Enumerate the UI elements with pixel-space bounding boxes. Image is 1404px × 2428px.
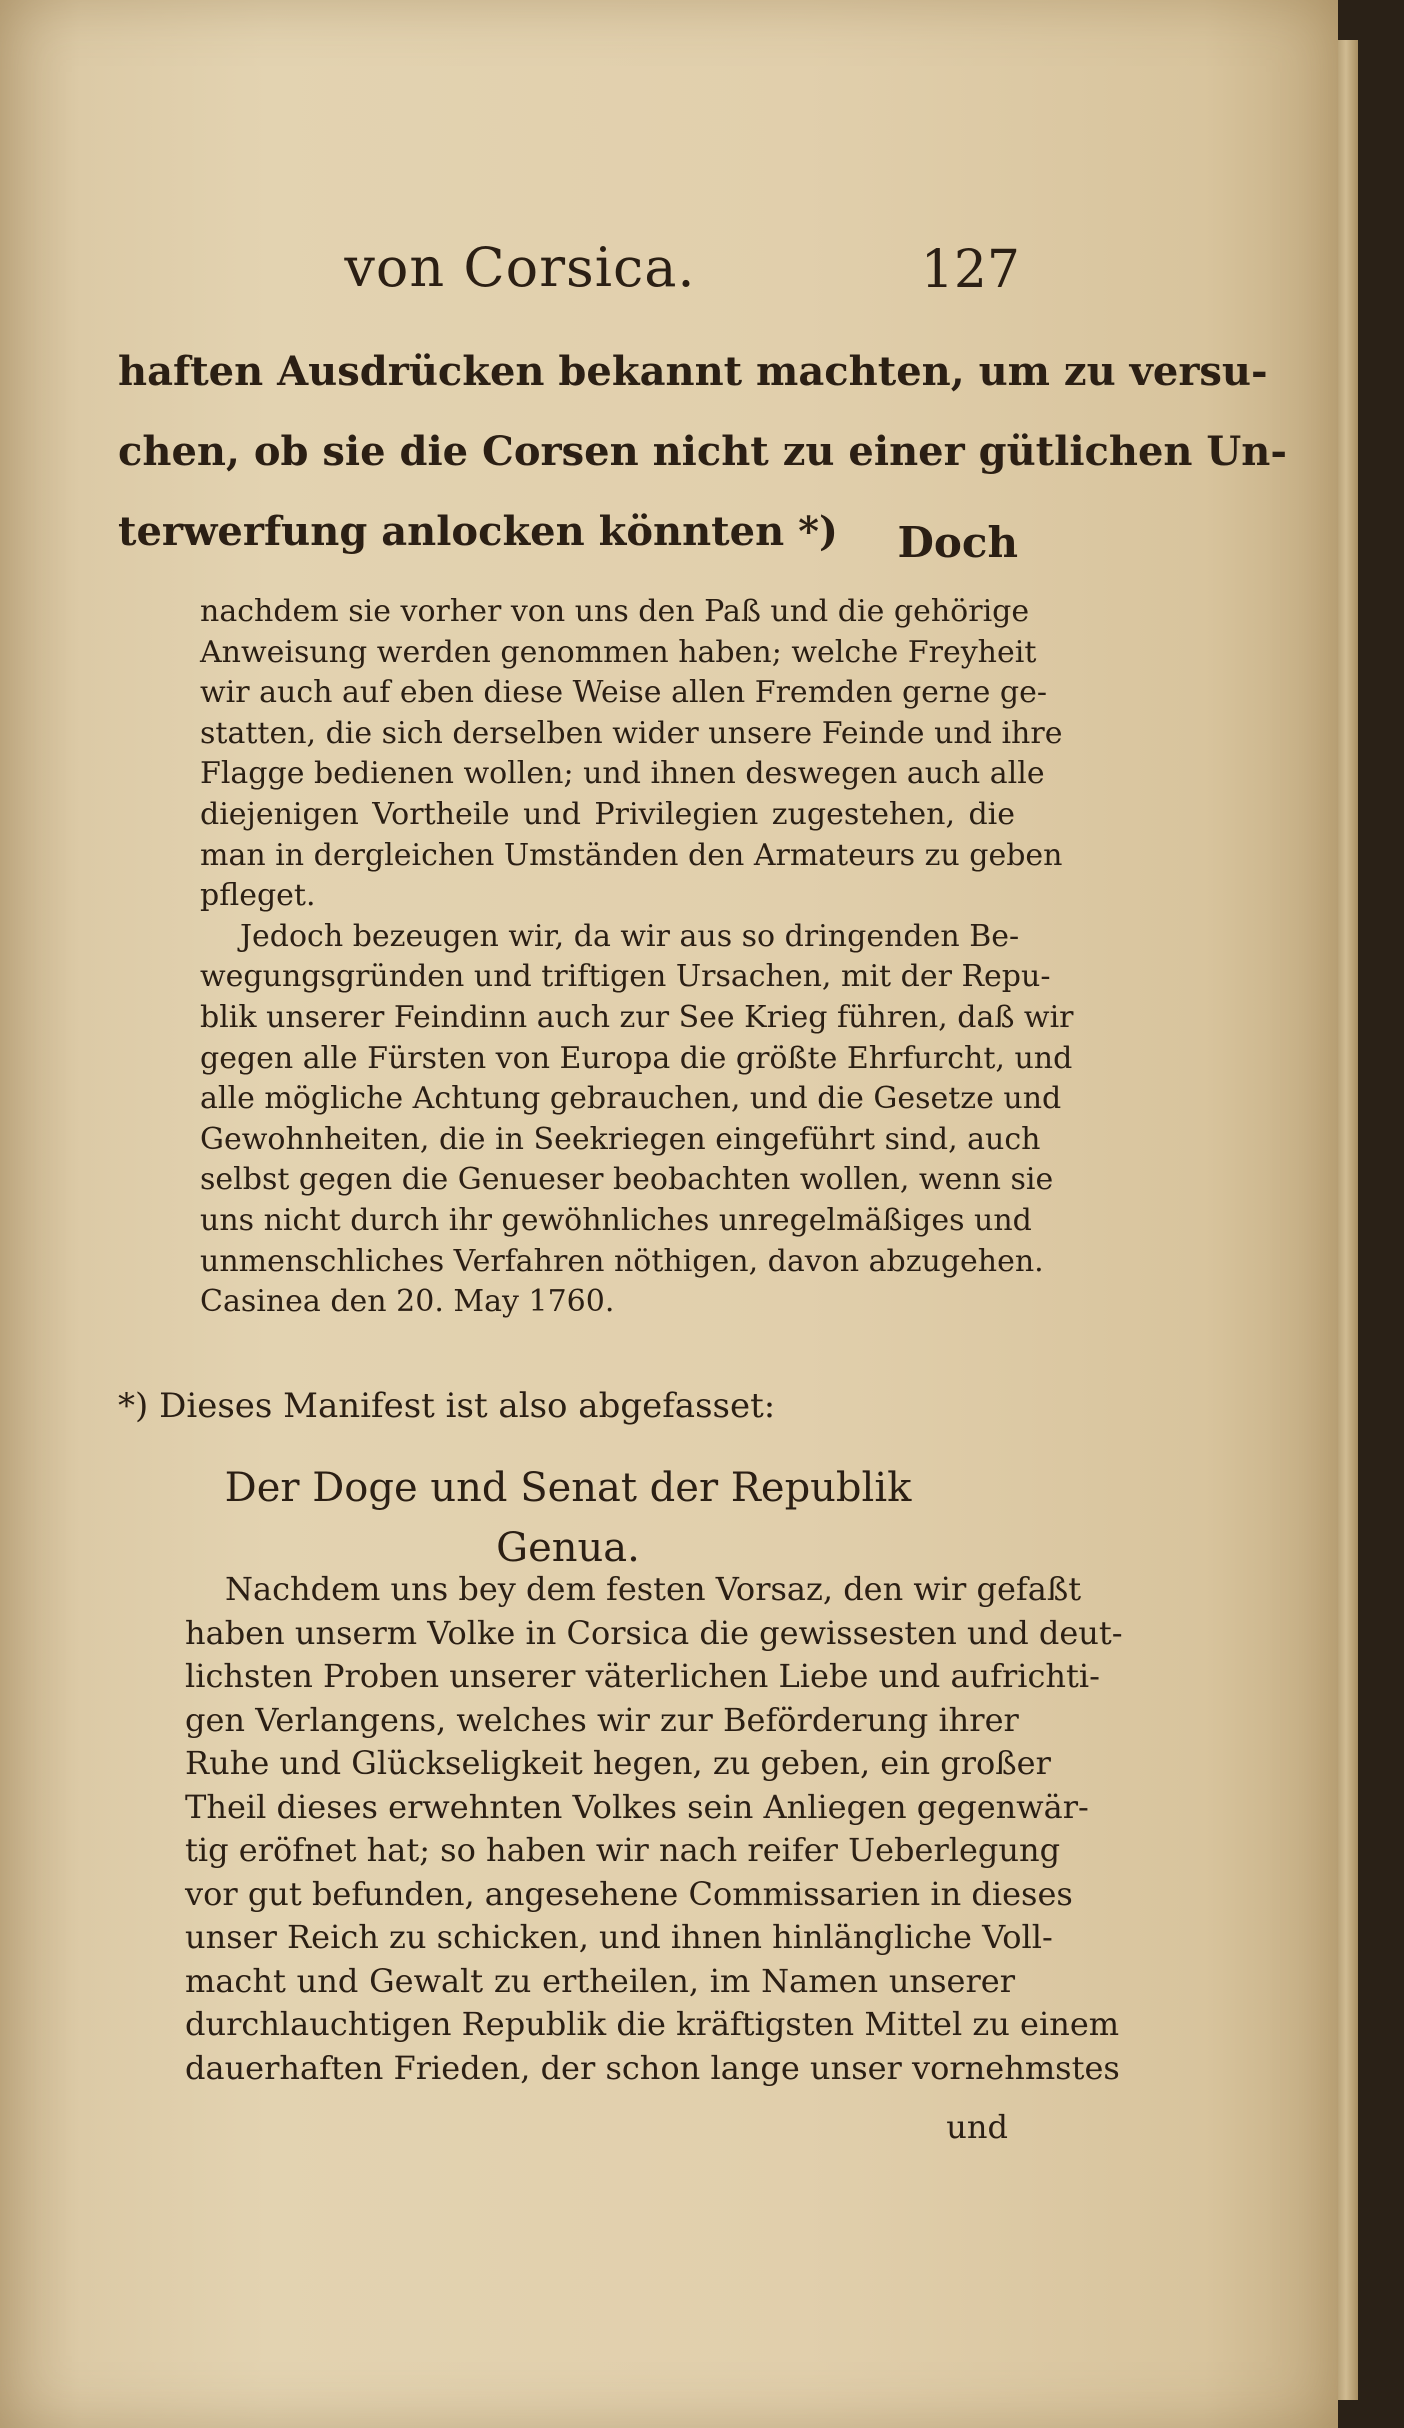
main-line: haften Ausdrücken bekannt machten, um zu versu- xyxy=(118,348,1268,395)
footnote-line: lichsten Proben unserer väterlichen Liebe und aufrichti- xyxy=(185,1657,1100,1695)
catchword: Doch xyxy=(897,518,1018,567)
quote-line: Anweisung werden genommen haben; welche Freyheit xyxy=(200,634,1037,670)
quote-line: diejenigen Vortheile und Privilegien zugestehen, die xyxy=(200,796,1015,832)
quote-line: unmenschliches Verfahren nöthigen, davon abzugehen. xyxy=(200,1243,1044,1279)
footnote-line: Ruhe und Glückseligkeit hegen, zu geben, ein großer xyxy=(185,1744,1051,1782)
footnote-body xyxy=(185,1568,1123,2090)
footnote-title xyxy=(118,1458,1018,1578)
quote-line: alle mögliche Achtung gebrauchen, und die Gesetze und xyxy=(200,1081,1062,1117)
page-edge xyxy=(1338,40,1358,2400)
quote-line: blik unserer Feindinn auch zur See Krieg führen, daß wir xyxy=(200,999,1074,1035)
quote-line: wegungsgründen und triftigen Ursachen, mit der Repu- xyxy=(200,959,1051,995)
footnote-line: tig eröfnet hat; so haben wir nach reifer Ueberlegung xyxy=(185,1831,1061,1869)
main-line: terwerfung anlocken könnten *) xyxy=(118,508,838,555)
quote-line: nachdem sie vorher von uns den Paß und die gehörige xyxy=(200,594,1030,629)
footnote-line: vor gut befunden, angesehene Commissarien in dieses xyxy=(185,1874,1073,1913)
quote-line: Jedoch bezeugen wir, da wir aus so dringenden Be- xyxy=(240,918,1020,954)
footnote-line: Nachdem uns bey dem festen Vorsaz, den wir gefaßt xyxy=(225,1570,1082,1608)
footnote-line: macht und Gewalt zu ertheilen, im Namen unserer xyxy=(185,1961,1015,2000)
quote-line: Gewohnheiten, die in Seekriegen eingeführt sind, auch xyxy=(200,1121,1041,1157)
footnote-line: Theil dieses erwehnten Volkes sein Anliegen gegenwär- xyxy=(185,1787,1089,1826)
quote-line: uns nicht durch ihr gewöhnliches unregelmäßiges und xyxy=(200,1202,1032,1238)
footnote-line: dauerhaften Frieden, der schon lange unser vornehmstes xyxy=(185,2048,1120,2087)
quote-line: pfleget. xyxy=(200,878,316,914)
quote-line: man in dergleichen Umständen den Armateurs zu geben xyxy=(200,837,1063,873)
running-head: von Corsica. xyxy=(344,236,696,299)
quote-line: wir auch auf eben diese Weise allen Fremden gerne ge- xyxy=(200,675,1047,711)
footnote-title-line: Der Doge und Senat der Republik xyxy=(224,1465,912,1511)
main-line: chen, ob sie die Corsen nicht zu einer gütlichen Un- xyxy=(118,428,1287,475)
footnote-line: durchlauchtigen Republik die kräftigsten Mittel zu einem xyxy=(185,2005,1120,2043)
footnote-line: haben unserm Volke in Corsica die gewissesten und deut- xyxy=(185,1613,1123,1652)
footnote-title-line: Genua. xyxy=(496,1525,640,1571)
page-number: 127 xyxy=(920,240,1020,300)
quote-line: statten, die sich derselben wider unsere Feinde und ihre xyxy=(200,715,1063,751)
footnote-catchword: und xyxy=(946,2108,1008,2146)
quote-line: selbst gegen die Genueser beobachten wollen, wenn sie xyxy=(200,1162,1054,1198)
quote-line: gegen alle Fürsten von Europa die größte Ehrfurcht, und xyxy=(200,1040,1073,1076)
quote-line: Flagge bedienen wollen; und ihnen deswegen auch alle xyxy=(200,756,1045,792)
footnote-line: gen Verlangens, welches wir zur Beförderung ihrer xyxy=(185,1700,1019,1739)
footnote-line: unser Reich zu schicken, und ihnen hinlängliche Voll- xyxy=(185,1918,1053,1956)
quoted-manifesto xyxy=(200,592,1074,1323)
quote-line: Casinea den 20. May 1760. xyxy=(200,1284,615,1320)
footnote-intro: *) Dieses Manifest ist also abgefasset: xyxy=(118,1386,776,1426)
